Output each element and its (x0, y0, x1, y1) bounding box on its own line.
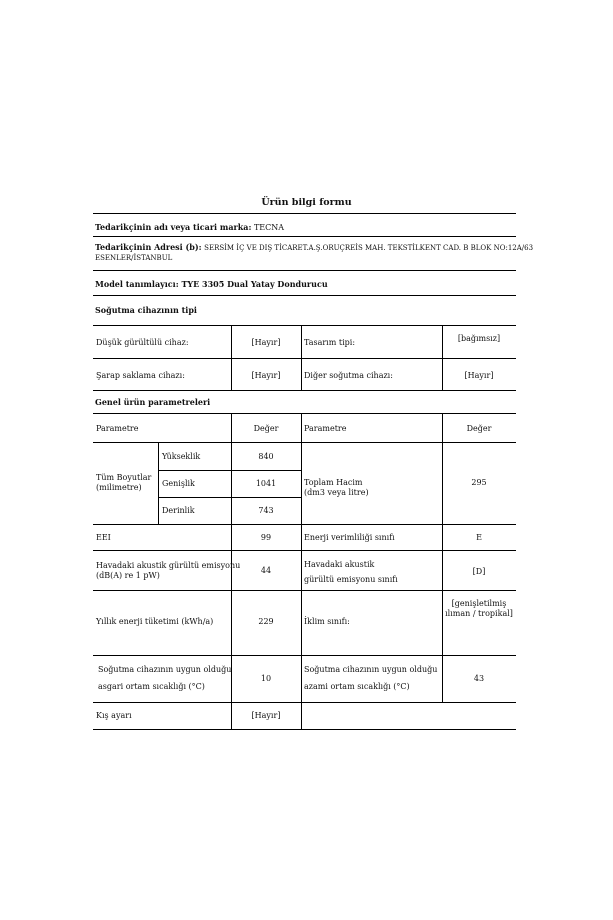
max-temp-label-2: azami ortam sıcaklığı (°C) (304, 682, 410, 691)
supplier-address-line1: SERSİM İÇ VE DIŞ TİCARET.A.Ş.ORUÇREİS MAH. TEKSTİLKENT CAD. B BLOK NO:12A/63 (204, 244, 534, 252)
energy-class-label: Enerji verimliliği sınıfı (304, 533, 395, 542)
value-header-2: Değer (466, 424, 492, 433)
general-heading: Genel ürün parametreleri (95, 397, 211, 407)
depth-label: Derinlik (162, 506, 195, 515)
divider (93, 236, 516, 237)
eei-value: 99 (260, 533, 272, 542)
divider (93, 295, 516, 296)
low-noise-label: Düşük gürültülü cihaz: (96, 338, 189, 347)
other-cooling-label: Diğer soğutma cihazı: (304, 371, 393, 380)
climate-class-value-1: [genişletilmiş (451, 599, 507, 608)
supplier-name-label: Tedarikçinin adı veya ticari marka: (95, 222, 252, 232)
energy-class-value: E (476, 533, 482, 542)
climate-class-value-2: ılıman / tropikal] (445, 609, 513, 618)
design-type-value: [bağımsız] (457, 334, 501, 343)
width-value: 1041 (255, 479, 277, 488)
max-temp-value: 43 (473, 674, 485, 683)
min-temp-value: 10 (260, 674, 272, 683)
param-header: Parametre (96, 424, 139, 433)
noise-label-1: Havadaki akustik gürültü emisyonu (96, 561, 241, 570)
height-value: 840 (258, 452, 274, 461)
supplier-name-row (95, 222, 284, 233)
wine-storage-label: Şarap saklama cihazı: (96, 371, 185, 380)
noise-label-2: (dB(A) re 1 pW) (96, 571, 160, 580)
model-label: Model tanımlayıcı: (95, 279, 179, 289)
max-temp-label-1: Soğutma cihazının uygun olduğu (304, 665, 438, 674)
annual-energy-value: 229 (258, 617, 274, 626)
divider (93, 213, 516, 214)
other-cooling-value: [Hayır] (464, 371, 494, 380)
noise-class-value: [D] (472, 567, 486, 576)
model-value: TYE 3305 Dual Yatay Dondurucu (181, 279, 328, 289)
supplier-address-label: Tedarikçinin Adresi (b): (95, 242, 202, 252)
noise-value: 44 (260, 566, 272, 575)
noise-class-label-1: Havadaki akustik (304, 560, 375, 569)
width-label: Genişlik (162, 479, 195, 488)
min-temp-label-1: Soğutma cihazının uygun olduğu (98, 665, 232, 674)
low-noise-value: [Hayır] (251, 338, 281, 347)
height-label: Yükseklik (162, 452, 201, 461)
winter-setting-value: [Hayır] (251, 711, 281, 720)
min-temp-label-2: asgari ortam sıcaklığı (°C) (98, 682, 205, 691)
param-header-2: Parametre (304, 424, 347, 433)
dimensions-label-2: (milimetre) (96, 483, 142, 492)
wine-storage-value: [Hayır] (251, 371, 281, 380)
annual-energy-label: Yıllık enerji tüketimi (kWh/a) (96, 617, 214, 626)
depth-value: 743 (258, 506, 274, 515)
divider (93, 270, 516, 271)
volume-value: 295 (471, 478, 487, 487)
dimensions-label-1: Tüm Boyutlar (96, 473, 152, 482)
model-row (95, 279, 328, 290)
eei-label: EEI (96, 533, 111, 542)
supplier-address-line2: ESENLER/İSTANBUL (95, 254, 173, 262)
page-title: Ürün bilgi formu (261, 197, 352, 208)
supplier-name-value: TECNA (253, 223, 285, 232)
cooling-type-heading: Soğutma cihazının tipi (95, 305, 197, 315)
climate-class-label: İklim sınıfı: (304, 617, 350, 626)
volume-label-2: (dm3 veya litre) (304, 488, 369, 497)
volume-label-1: Toplam Hacim (304, 478, 363, 487)
winter-setting-label: Kış ayarı (96, 711, 132, 720)
design-type-label: Tasarım tipi: (304, 338, 356, 347)
noise-class-label-2: gürültü emisyonu sınıfı (304, 575, 398, 584)
value-header: Değer (253, 424, 279, 433)
